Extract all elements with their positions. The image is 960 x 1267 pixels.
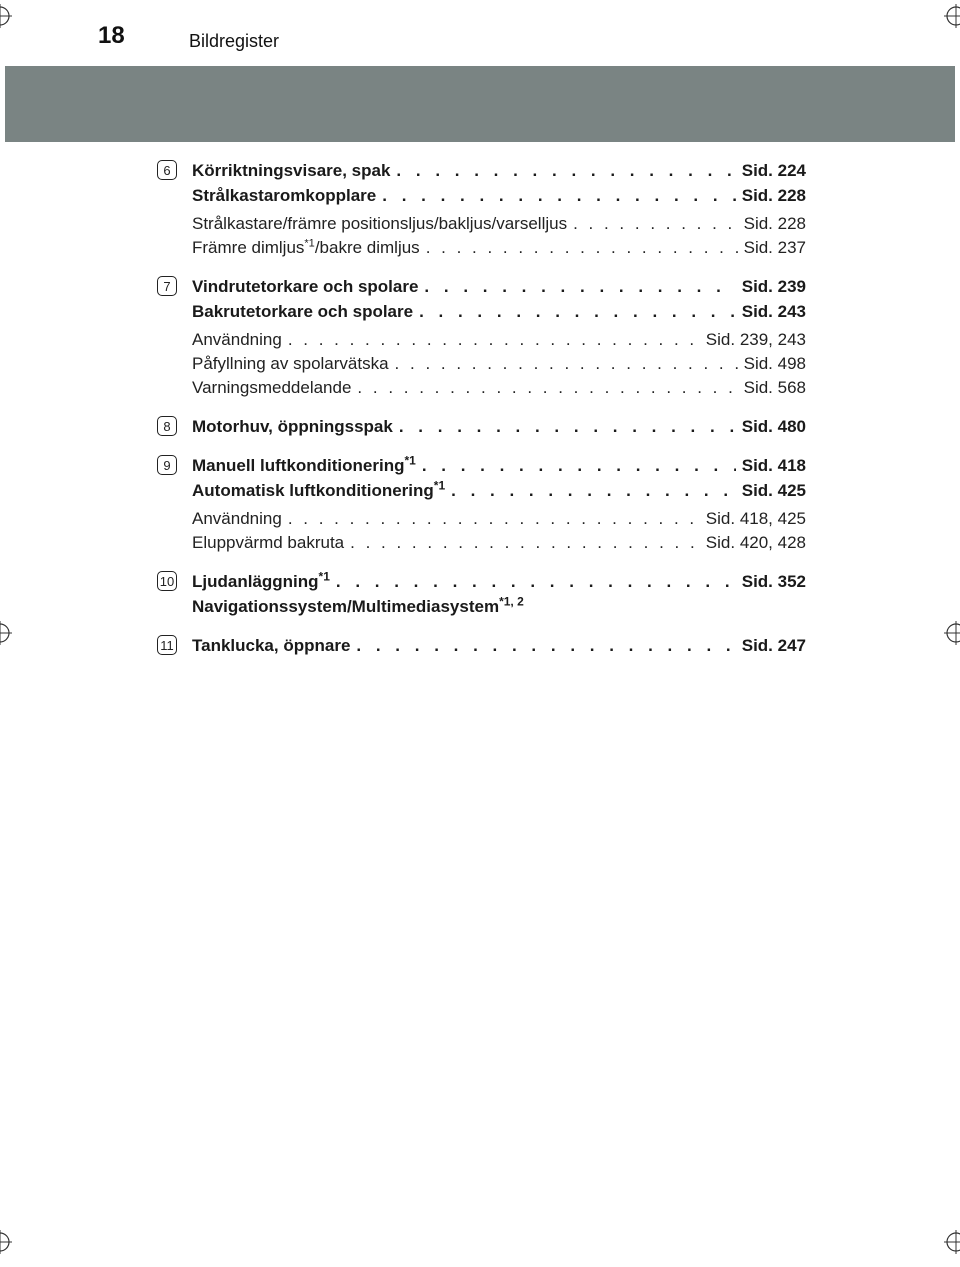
index-entry[interactable] <box>192 569 806 594</box>
entry-label <box>192 569 330 594</box>
entry-label: Strålkastare/främre positionsljus/bakljus/varselljus <box>192 214 568 233</box>
footnote-marker: *1 <box>433 478 446 493</box>
entry-label-text: Ljudanläggning <box>192 572 319 591</box>
entry-label: Vindrutetorkare och spolare <box>192 277 419 296</box>
dot-leader <box>336 569 736 594</box>
entry-page-ref: Sid. 247 <box>741 636 806 655</box>
entry-label <box>192 236 420 260</box>
footnote-marker: *1 <box>318 569 330 584</box>
entry-label: Bakrutetorkare och spolare <box>192 302 414 321</box>
dot-leader <box>382 183 735 208</box>
entry-page-ref: Sid. 568 <box>743 378 806 397</box>
crop-mark-icon <box>944 1230 960 1254</box>
index-subentry[interactable] <box>192 507 806 531</box>
entry-label-after: /bakre dimljus <box>314 238 420 257</box>
entry-label: Användning <box>192 330 282 349</box>
index-entry[interactable] <box>192 274 806 299</box>
dot-leader <box>396 158 735 183</box>
index-entry[interactable] <box>192 158 806 183</box>
entry-page-ref: Sid. 239 <box>741 277 806 296</box>
entry-page-ref: Sid. 480 <box>741 417 806 436</box>
entry-label: Tanklucka, öppnare <box>192 636 351 655</box>
entry-label: Strålkastaromkopplare <box>192 186 377 205</box>
entry-page-ref: Sid. 418, 425 <box>705 509 806 528</box>
entry-label <box>192 594 524 619</box>
dot-leader <box>288 328 700 352</box>
item-number-badge: 8 <box>157 416 177 436</box>
entry-label-before: Främre dimljus <box>192 238 305 257</box>
entry-label: Körriktningsvisare, spak <box>192 161 391 180</box>
item-number-badge: 11 <box>157 635 177 655</box>
page-number: 18 <box>98 22 125 49</box>
footnote-marker: *1 <box>304 237 315 250</box>
index-group <box>156 633 806 658</box>
entry-page-ref: Sid. 420, 428 <box>705 533 806 552</box>
index-entry[interactable] <box>192 414 806 439</box>
index-content <box>156 158 806 672</box>
dot-leader <box>573 212 738 236</box>
crop-mark-icon <box>944 621 960 645</box>
index-entry[interactable] <box>192 478 806 503</box>
crop-mark-icon <box>0 1230 12 1254</box>
entry-label <box>192 478 445 503</box>
item-number-badge: 10 <box>157 571 177 591</box>
dot-leader <box>350 531 700 555</box>
entry-page-ref: Sid. 237 <box>743 238 806 257</box>
dot-leader <box>451 478 736 503</box>
index-entry[interactable] <box>192 594 806 619</box>
entry-page-ref: Sid. 498 <box>743 354 806 373</box>
entry-label: Användning <box>192 509 282 528</box>
index-subentry[interactable] <box>192 531 806 555</box>
entry-page-ref: Sid. 425 <box>741 481 806 500</box>
entry-label: Varningsmeddelande <box>192 378 352 397</box>
entry-page-ref: Sid. 224 <box>741 161 806 180</box>
entry-label: Påfyllning av spolarvätska <box>192 354 389 373</box>
entry-page-ref: Sid. 228 <box>743 214 806 233</box>
dot-leader <box>356 633 735 658</box>
footnote-marker: *1, 2 <box>499 594 524 609</box>
entry-label: Motorhuv, öppningsspak <box>192 417 393 436</box>
index-entry[interactable] <box>192 183 806 208</box>
dot-leader <box>422 453 736 478</box>
item-number-badge: 7 <box>157 276 177 296</box>
header-band <box>5 66 955 142</box>
entry-page-ref: Sid. 243 <box>741 302 806 321</box>
item-number-badge: 9 <box>157 455 177 475</box>
entry-label-text: Automatisk luftkonditionering <box>192 481 434 500</box>
index-subentry[interactable] <box>192 352 806 376</box>
entry-label-text: Navigationssystem/Multimediasystem <box>192 597 500 616</box>
crop-mark-icon <box>0 621 12 645</box>
index-group <box>156 158 806 260</box>
index-subentry[interactable] <box>192 236 806 260</box>
index-entry[interactable] <box>192 299 806 324</box>
index-subentry[interactable] <box>192 212 806 236</box>
dot-leader <box>288 507 700 531</box>
entry-label <box>192 453 416 478</box>
index-group <box>156 274 806 400</box>
index-group <box>156 414 806 439</box>
crop-mark-icon <box>0 4 12 28</box>
index-group <box>156 569 806 619</box>
entry-page-ref: Sid. 239, 243 <box>705 330 806 349</box>
entry-page-ref: Sid. 418 <box>741 456 806 475</box>
index-group <box>156 453 806 555</box>
entry-label-text: Manuell luftkonditionering <box>192 456 405 475</box>
dot-leader <box>357 376 737 400</box>
index-subentry[interactable] <box>192 328 806 352</box>
dot-leader <box>399 414 736 439</box>
section-title: Bildregister <box>189 31 280 51</box>
footnote-marker: *1 <box>404 453 416 468</box>
entry-page-ref: Sid. 352 <box>741 572 806 591</box>
dot-leader <box>424 274 735 299</box>
entry-page-ref: Sid. 228 <box>741 186 806 205</box>
dot-leader <box>395 352 738 376</box>
dot-leader <box>419 299 736 324</box>
item-number-badge: 6 <box>157 160 177 180</box>
entry-label: Eluppvärmd bakruta <box>192 533 345 552</box>
index-entry[interactable] <box>192 633 806 658</box>
index-entry[interactable] <box>192 453 806 478</box>
index-subentry[interactable] <box>192 376 806 400</box>
dot-leader <box>426 236 738 260</box>
crop-mark-icon <box>944 4 960 28</box>
